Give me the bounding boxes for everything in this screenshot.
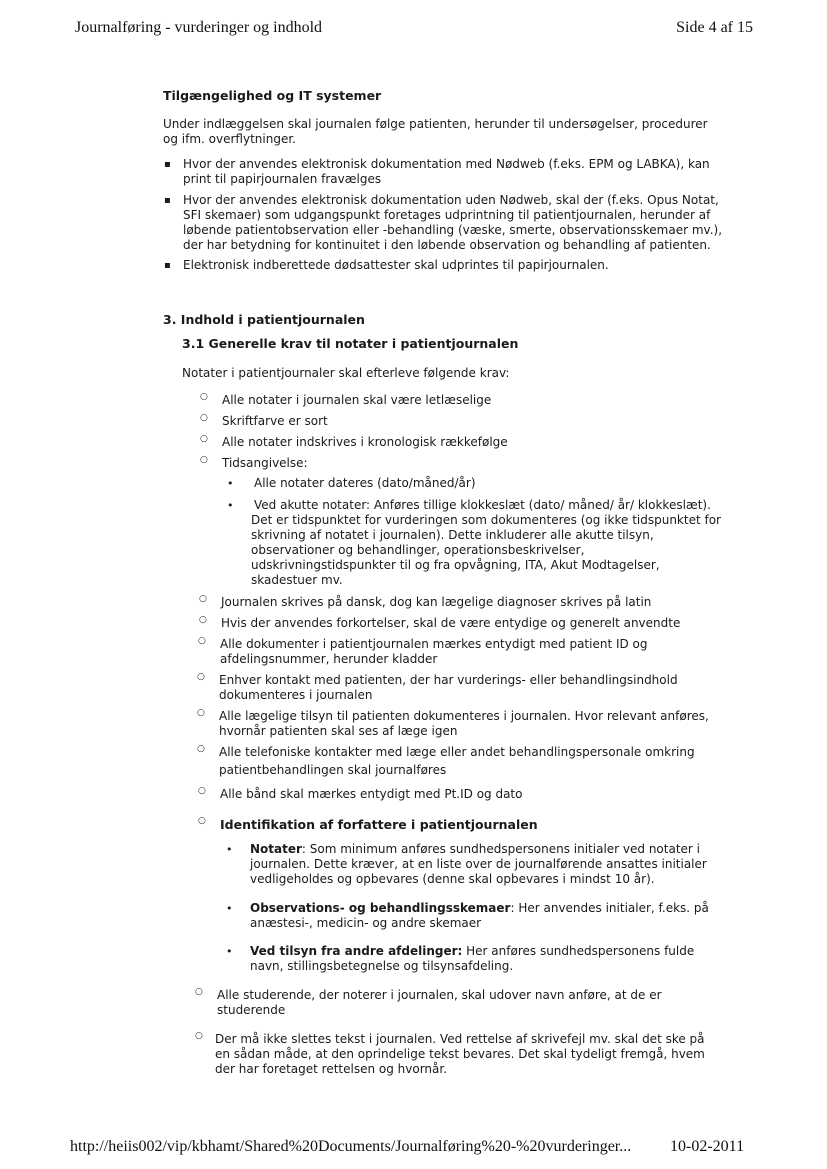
- text-line: anæstesi-, medicin- og andre skemaer: [250, 916, 482, 930]
- text-line: Hvis der anvendes forkortelser, skal de være entydige og generelt anvendte: [221, 616, 681, 630]
- text-line: dokumenteres i journalen: [219, 688, 373, 702]
- list-item: [200, 413, 328, 429]
- text-line: : Her anvendes initialer, f.eks. på: [510, 901, 709, 915]
- text-line: Ved akutte notater: Anføres tillige klokkeslæt (dato/ måned/ år/ klokkeslæt).: [254, 498, 711, 512]
- list-item: [200, 434, 508, 450]
- section-heading-3: 3. Indhold i patientjournalen: [163, 312, 365, 327]
- text-line: og ifm. overflytninger.: [163, 132, 296, 146]
- text-line: Skriftfarve er sort: [222, 414, 328, 428]
- circle-bullet-icon: ○: [200, 455, 208, 465]
- text-line: Alle lægelige tilsyn til patienten dokumenteres i journalen. Hvor relevant anføres,: [219, 709, 709, 723]
- text-line: Alle studerende, der noterer i journalen, skal udover navn anføre, at de er: [217, 988, 662, 1002]
- page-number: Side 4 af 15: [676, 19, 753, 36]
- text-line: hvornår patienten skal ses af læge igen: [219, 724, 458, 738]
- ident-item-notater: [226, 842, 750, 887]
- text-line: Elektronisk indberettede dødsattester skal udprintes til papirjournalen.: [183, 258, 609, 272]
- text-line: afdelingsnummer, herunder kladder: [220, 652, 438, 666]
- list-item: [199, 615, 681, 631]
- list-item: [198, 636, 648, 667]
- text-line: Enhver kontakt med patienten, der har vurderings- eller behandlingsindhold: [219, 673, 678, 687]
- list-item: [197, 672, 678, 703]
- section-heading-it: Tilgængelighed og IT systemer: [163, 88, 382, 103]
- dot-bullet-icon: •: [226, 843, 233, 856]
- text-line: Tidsangivelse:: [222, 456, 308, 470]
- text-line: observationer og behandlinger, operationsbeskrivelser,: [251, 543, 585, 557]
- dot-bullet-icon: •: [227, 477, 234, 490]
- circle-bullet-icon: ○: [198, 636, 206, 646]
- text-line: der har foretaget rettelsen og hvornår.: [215, 1062, 448, 1076]
- text-line: løbende patientobservation eller -behandling (væske, smerte, observationsskemaer mv.),: [183, 223, 723, 237]
- list-item: [200, 455, 308, 471]
- circle-bullet-icon: ○: [197, 672, 205, 682]
- list-item: [164, 258, 763, 273]
- header-title: Journalføring - vurderinger og indhold: [75, 19, 323, 36]
- circle-bullet-icon: ○: [199, 615, 207, 625]
- identification-heading: [198, 816, 538, 832]
- text-line: udskrivningstidspunkter til og fra opvågning, ITA, Akut Modtagelser,: [251, 558, 660, 572]
- sub-list-item: [227, 476, 754, 491]
- dot-bullet-icon: •: [226, 902, 233, 915]
- footer-date: 10-02-2011: [670, 1138, 745, 1155]
- term-label: Ved tilsyn fra andre afdelinger:: [250, 944, 463, 958]
- list-item: [195, 987, 662, 1018]
- text-line: Det er tidspunktet for vurderingen som dokumenteres (og ikke tidspunktet for: [251, 513, 721, 527]
- bullet-icon: ▪: [164, 159, 171, 170]
- text-line: patientbehandlingen skal journalføres: [219, 763, 447, 777]
- list-item: [195, 1031, 705, 1077]
- list-item: [198, 786, 523, 802]
- subsection-heading-3-1: 3.1 Generelle krav til notater i patientjournalen: [182, 336, 519, 351]
- term-label: Observations- og behandlingsskemaer: [250, 901, 511, 915]
- text-line: Journalen skrives på dansk, dog kan lægelige diagnoser skrives på latin: [221, 595, 652, 609]
- footer-url: http://heiis002/vip/kbhamt/Shared%20Documents/Journalføring%20-%20vurderinger...: [70, 1138, 632, 1155]
- text-line: Alle notater dateres (dato/måned/år): [254, 476, 476, 490]
- text-line: Alle bånd skal mærkes entydigt med Pt.ID og dato: [220, 787, 523, 801]
- list-item: [200, 392, 492, 408]
- list-item: [197, 708, 709, 739]
- circle-bullet-icon: ○: [199, 594, 207, 604]
- text-line: Hvor der anvendes elektronisk dokumentation med Nødweb (f.eks. EPM og LABKA), kan: [183, 157, 710, 171]
- term-label: Notater: [250, 842, 302, 856]
- text-line: Identifikation af forfattere i patientjournalen: [220, 817, 538, 832]
- text-line: skadestuer mv.: [251, 573, 343, 587]
- list-item: [164, 157, 763, 187]
- section-intro: Notater i patientjournaler skal efterleve følgende krav:: [182, 366, 510, 380]
- circle-bullet-icon: ○: [200, 392, 208, 402]
- ident-item-skemaer: [226, 901, 750, 931]
- circle-bullet-icon: ○: [195, 1031, 203, 1041]
- text-line: vedligeholdes og opbevares (denne skal opbevares i mindst 10 år).: [250, 872, 655, 886]
- text-line: SFI skemaer) som udgangspunkt foretages udprintning til patientjournalen, herunder af: [183, 208, 711, 222]
- bullet-icon: ▪: [164, 260, 171, 271]
- dot-bullet-icon: •: [227, 499, 234, 512]
- text-line: en sådan måde, at den oprindelige tekst bevares. Det skal tydeligt fremgå, hvem: [215, 1047, 705, 1061]
- circle-bullet-icon: ○: [198, 786, 206, 796]
- text-line: navn, stillingsbetegnelse og tilsynsafdeling.: [250, 959, 514, 973]
- text-line: der har betydning for kontinuitet i den løbende observation og behandling af patienten.: [183, 238, 711, 252]
- text-line: Alle dokumenter i patientjournalen mærkes entydigt med patient ID og: [220, 637, 648, 651]
- bullet-icon: ▪: [164, 195, 171, 206]
- text-line: Der må ikke slettes tekst i journalen. Ved rettelse af skrivefejl mv. skal det ske på: [215, 1032, 705, 1046]
- text-line: studerende: [217, 1003, 286, 1017]
- circle-bullet-icon: ○: [197, 744, 205, 754]
- text-line: Under indlæggelsen skal journalen følge patienten, herunder til undersøgelser, procedurer: [163, 117, 708, 131]
- text-line: print til papirjournalen fravælges: [183, 172, 382, 186]
- circle-bullet-icon: ○: [197, 708, 205, 718]
- paragraph-intro: [163, 117, 763, 147]
- circle-bullet-icon: ○: [195, 987, 203, 997]
- text-line: Hvor der anvendes elektronisk dokumentation uden Nødweb, skal der (f.eks. Opus Notat,: [183, 193, 719, 207]
- ident-item-tilsyn: [226, 944, 750, 974]
- circle-bullet-icon: ○: [200, 434, 208, 444]
- text-line: skrivning af notatet i journalen). Dette inkluderer alle akutte tilsyn,: [251, 528, 654, 542]
- text-line: Alle notater indskrives i kronologisk rækkefølge: [222, 435, 508, 449]
- text-line: Her anføres sundhedspersonens fulde: [462, 944, 695, 958]
- circle-bullet-icon: ○: [198, 816, 206, 826]
- sub-list-item: [227, 498, 754, 588]
- text-line: journalen. Dette kræver, at en liste over de journalførende ansattes initialer: [250, 857, 707, 871]
- text-line: Alle notater i journalen skal være letlæselige: [222, 393, 492, 407]
- text-line: Alle telefoniske kontakter med læge eller andet behandlingspersonale omkring: [219, 745, 695, 759]
- dot-bullet-icon: •: [226, 945, 233, 958]
- text-line: : Som minimum anføres sundhedspersonens initialer ved notater i: [301, 842, 700, 856]
- list-item: [199, 594, 652, 610]
- list-item: [164, 193, 763, 253]
- circle-bullet-icon: ○: [200, 413, 208, 423]
- list-item: [197, 743, 695, 779]
